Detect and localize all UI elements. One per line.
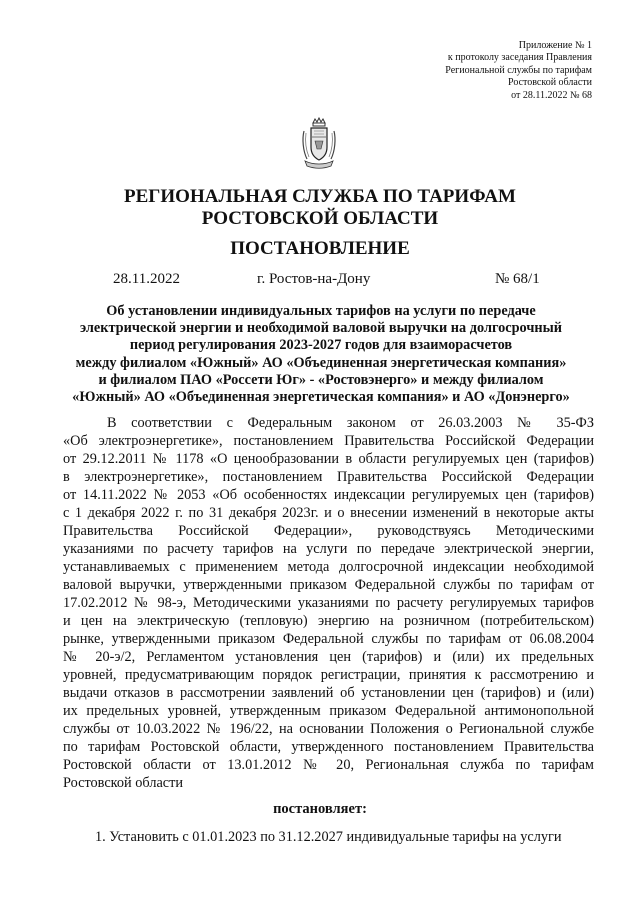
title-line: электрической энергии и необходимой валовой выручки на долгосрочный [79, 320, 563, 337]
body-line: валовой выручки, утвержденными приказом Федеральной службы по тарифам от [63, 577, 594, 593]
document-type: ПОСТАНОВЛЕНИЕ [230, 238, 410, 259]
appendix-line: Региональной службы по тарифам [445, 64, 592, 76]
body-line: по тарифам Ростовской области, утвержденного постановлением Правительства [63, 739, 594, 755]
agency-line: РОСТОВСКОЙ ОБЛАСТИ [201, 208, 439, 229]
appendix-line: Ростовской области [508, 77, 592, 89]
body-line: № 20-э/2, Регламентом установления цен (тарифов) и (или) их предельных [63, 649, 594, 665]
body-line: с 1 декабря 2022 г. по 31 декабря 2023г. и о внесении изменений в некоторые акты [63, 505, 594, 521]
appendix-line: от 28.11.2022 № 68 [511, 89, 592, 101]
body-line: Ростовской области [63, 775, 184, 791]
body-line: Правительства Российской Федерации», руководствуясь Методическими [63, 523, 594, 539]
body-line: Ростовской области от 13.01.2012 № 20, Региональная служба по тарифам [63, 757, 594, 773]
body-line: указаниями по расчету тарифов на услуги по передаче электрической энергии, [63, 541, 594, 557]
coat-of-arms-icon [299, 117, 339, 169]
body-line: выдачи отказов в рассмотрении заявлений об установлении цен (тарифов) и (или) [63, 685, 594, 701]
body-line: и цен на электрическую (тепловую) энергию на розничном (потребительском) [63, 613, 594, 629]
body-line: В соответствии с Федеральным законом от 26.03.2003 № 35-ФЗ [107, 415, 594, 431]
appendix-line: к протоколу заседания Правления [447, 52, 592, 64]
title-line: период регулирования 2023-2027 годов для взаиморасчетов [129, 337, 513, 354]
body-line: службы от 10.03.2022 № 196/22, на основании Положения о Региональной службе [63, 721, 594, 737]
document-number: № 68/1 [495, 271, 540, 287]
body-line: от 14.11.2022 № 2053 «Об особенностях индексации регулируемых цен (тарифов) [63, 487, 594, 503]
agency-name [60, 186, 580, 230]
document-place: г. Ростов-на-Дону [257, 271, 371, 287]
body-line: уровней, предусматривающим порядок регистрации, принятия к рассмотрению и [63, 667, 594, 683]
agency-line: РЕГИОНАЛЬНАЯ СЛУЖБА ПО ТАРИФАМ [124, 186, 516, 207]
body-line: устанавливаемых с применением метода долгосрочной индексации необходимой [63, 559, 594, 575]
resolves-heading: постановляет: [273, 801, 367, 817]
document-title [56, 303, 586, 406]
body-line: их предельных уровней, утвержденным приказом Федеральной антимонопольной [63, 703, 594, 719]
body-line: рынке, утвержденными приказом Федеральной службы по тарифам от 06.08.2004 [63, 631, 594, 647]
body-line: 17.02.2012 № 98-э, Методическими указаниями по расчету регулируемых тарифов [63, 595, 594, 611]
appendix-note [445, 40, 592, 102]
clause-1: 1. Установить с 01.01.2023 по 31.12.2027 индивидуальные тарифы на услуги [95, 829, 562, 845]
body-line: от 29.12.2011 № 1178 «О ценообразовании в области регулируемых цен (тарифов) [63, 451, 594, 467]
appendix-line: Приложение № 1 [518, 40, 592, 51]
body-line: «Об электроэнергетике», постановлением Правительства Российской Федерации [63, 433, 594, 449]
body-line: в электроэнергетике», постановлением Правительства Российской Федерации [63, 469, 594, 485]
title-line: Об установлении индивидуальных тарифов на услуги по передаче [106, 303, 536, 319]
preamble-paragraph [63, 414, 594, 792]
title-line: «Южный» АО «Объединенная энергетическая компания» и АО «Донэнерго» [72, 389, 570, 406]
title-line: между филиалом «Южный» АО «Объединенная энергетическая компания» [75, 354, 567, 371]
title-line: и филиалом ПАО «Россети Юг» - «Ростовэнерго» и между филиалом [98, 371, 544, 388]
document-date: 28.11.2022 [113, 271, 180, 287]
